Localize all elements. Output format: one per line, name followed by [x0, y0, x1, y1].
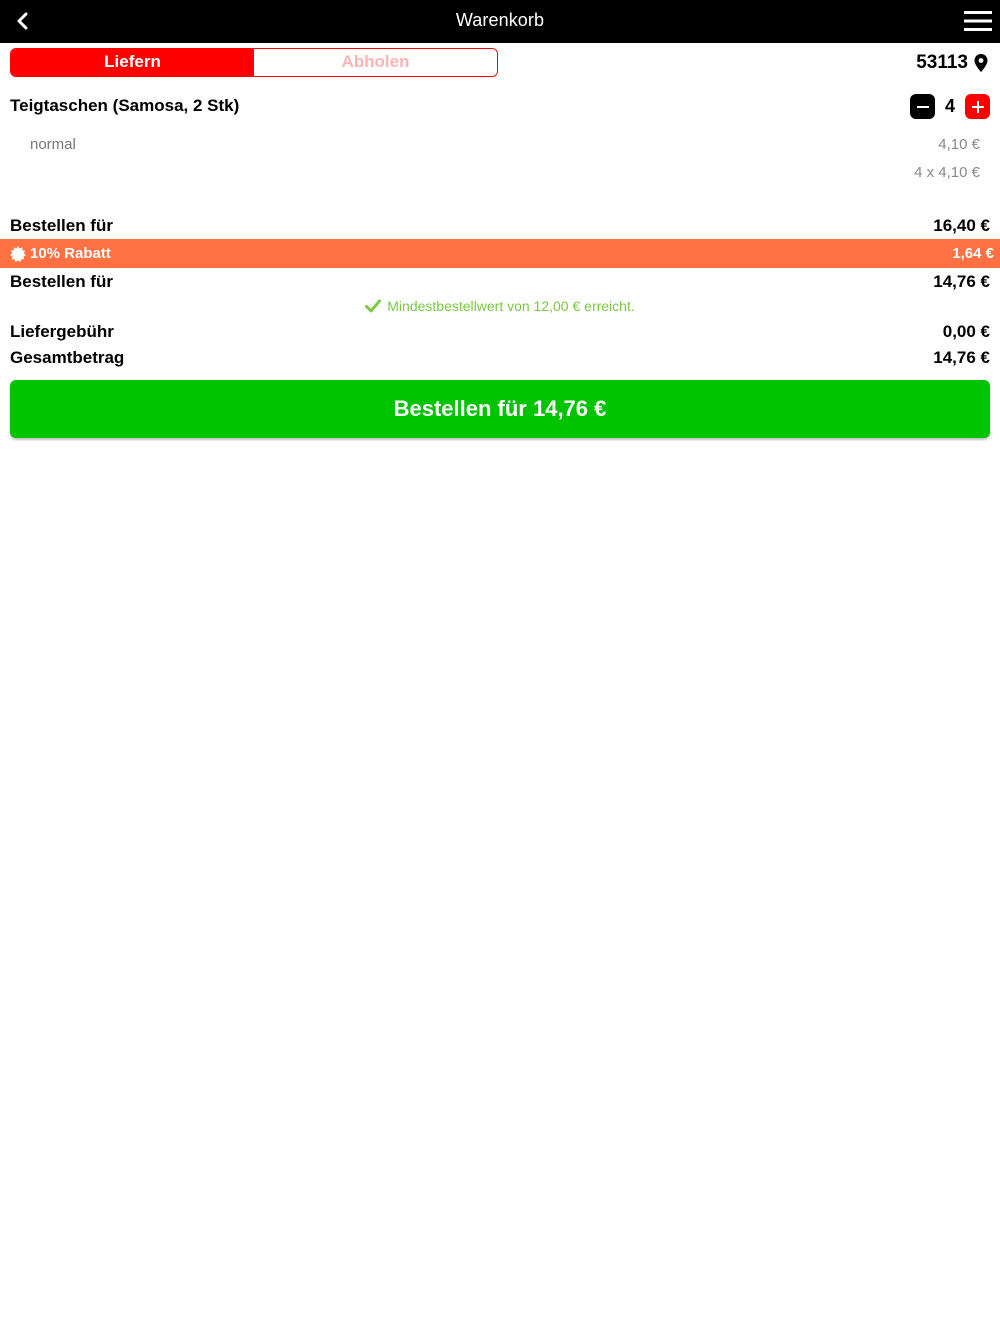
- location-pin-icon: [974, 54, 988, 72]
- quantity-stepper: [910, 94, 990, 119]
- discount-row: [0, 239, 1000, 268]
- top-bar: [0, 0, 1000, 43]
- plus-icon: [971, 100, 985, 114]
- subtotal-value: 16,40 €: [933, 216, 990, 235]
- delivery-fee-value: 0,00 €: [942, 322, 990, 341]
- postcode-selector[interactable]: [916, 52, 988, 74]
- increase-quantity-button[interactable]: [965, 94, 990, 119]
- discount-label: 10% Rabatt: [30, 245, 111, 262]
- minimum-order-note: [0, 298, 1000, 314]
- order-button[interactable]: Bestellen für 14,76 €: [10, 380, 990, 438]
- tab-abholen[interactable]: Abholen: [254, 49, 497, 76]
- menu-button[interactable]: [964, 9, 992, 33]
- after-discount-row: [10, 272, 990, 292]
- total-label: Gesamtbetrag: [10, 348, 125, 367]
- after-discount-value: 14,76 €: [933, 272, 990, 291]
- postcode-text: 53113: [916, 52, 968, 73]
- minus-icon: [916, 100, 930, 114]
- quantity-value: 4: [944, 96, 955, 116]
- discount-badge-icon: [10, 246, 26, 262]
- page-title: Warenkorb: [455, 10, 545, 30]
- delivery-fee-label: Liefergebühr: [10, 322, 114, 341]
- subtotal-label: Bestellen für: [10, 216, 113, 235]
- delivery-fee-row: [10, 322, 990, 342]
- after-discount-label: Bestellen für: [10, 272, 113, 291]
- cart-item-calculation: 4 x 4,10 €: [914, 164, 980, 181]
- total-row: [10, 348, 990, 368]
- checkmark-icon: [365, 299, 381, 313]
- decrease-quantity-button[interactable]: [910, 94, 935, 119]
- cart-item-unit-price: 4,10 €: [938, 136, 980, 153]
- cart-item-name: Teigtaschen (Samosa, 2 Stk): [10, 96, 240, 115]
- minimum-order-text: Mindestbestellwert von 12,00 € erreicht.: [387, 298, 635, 314]
- cart-item-option: normal: [30, 136, 76, 153]
- discount-value: 1,64 €: [952, 245, 994, 262]
- tab-liefern[interactable]: Liefern: [11, 49, 254, 76]
- total-value: 14,76 €: [933, 348, 990, 367]
- hamburger-menu-icon: [964, 9, 992, 33]
- subtotal-row: [10, 216, 990, 236]
- delivery-mode-toggle: [10, 48, 498, 77]
